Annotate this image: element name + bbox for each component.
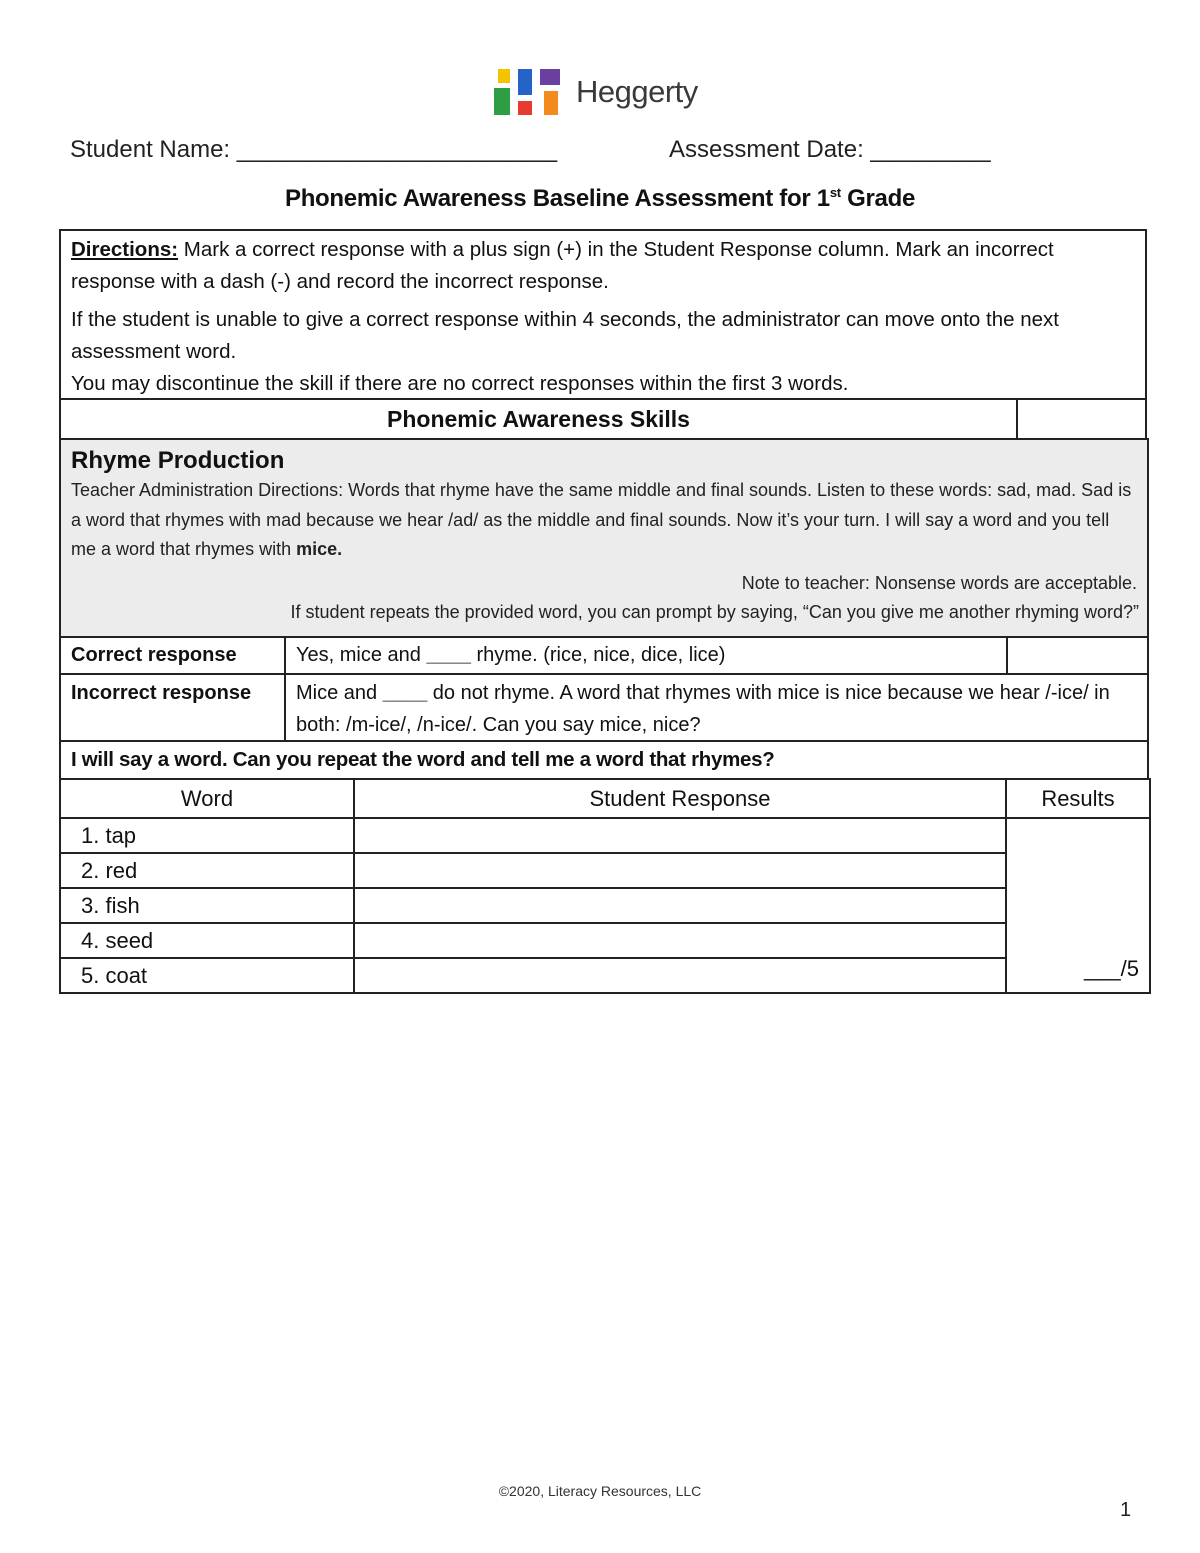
assessment-table [59,778,1151,994]
logo-blocks-icon [494,69,562,115]
skills-title: Phonemic Awareness Skills [61,400,1018,438]
directions-box [59,229,1147,400]
incorrect-response-label: Incorrect response [61,675,286,740]
table-header-row [60,779,1150,818]
directions-line-1: Mark a correct response with a plus sign (+) in the Student Response column. Mark an incorrect response with a dash (-) and record the incorrect response. [71,238,1054,293]
student-name-field: Student Name: ________________________ [70,136,558,163]
rhyme-directions [71,476,1137,565]
table-row [60,958,1150,993]
results-cell[interactable] [1006,818,1150,993]
correct-blank: ____ [426,644,471,666]
word-cell: 2. red [60,853,354,888]
correct-text-b: rhyme. (rice, nice, dice, lice) [470,644,726,666]
incorrect-text-a: Mice and [296,682,383,704]
student-response-cell[interactable] [354,923,1006,958]
incorrect-blank: ____ [382,682,428,704]
student-response-cell[interactable] [354,853,1006,888]
title-end: Grade [840,185,916,212]
student-response-cell[interactable] [354,888,1006,923]
rhyme-text: Teacher Administration Directions: Words that rhyme have the same middle and final sounds. Listen to these words: sad, mad. Sad is a word that rhymes with mad because we hear /ad/ as the middle and final sounds. Now it’s your turn. I will say a word and you tell me a word that rhymes with [71,480,1132,559]
page-number: 1 [1120,1499,1132,1521]
title-main: Phonemic Awareness Baseline Assessment for 1 [284,185,830,212]
directions-line-2: If the student is unable to give a correct response within 4 seconds, the administrator can move onto the next assessment word. [71,308,1059,363]
copyright-footer: ©2020, Literacy Resources, LLC [498,1483,702,1499]
directions-line-3: You may discontinue the skill if there are no correct responses within the first 3 words. [71,372,849,395]
correct-response-row [59,636,1149,675]
word-cell: 4. seed [60,923,354,958]
incorrect-response-row [59,673,1149,742]
teacher-note-2: If student repeats the provided word, you can prompt by saying, “Can you give me another rhyming word?” [290,601,1139,622]
directions-label: Directions: [71,238,179,261]
header-results: Results [1006,779,1150,818]
correct-response-label: Correct response [61,638,286,673]
header-student-response: Student Response [354,779,1006,818]
heggerty-logo [494,69,698,115]
rhyme-production-section [59,438,1149,638]
score-total: ___/5 [1083,956,1139,981]
teacher-note-1: Note to teacher: Nonsense words are acceptable. [741,572,1137,593]
table-row [60,923,1150,958]
table-row [60,818,1150,853]
header-word: Word [60,779,354,818]
prompt-row: I will say a word. Can you repeat the word and tell me a word that rhymes? [59,740,1149,780]
table-row [60,853,1150,888]
page-title [0,185,1200,213]
correct-text-a: Yes, mice and [296,644,427,666]
correct-response-text [286,638,1008,673]
table-row [60,888,1150,923]
rhyme-title: Rhyme Production [71,447,285,474]
incorrect-text-b: do not rhyme. A word that rhymes with mice is nice because we hear /-ice/ in both: /m-ice/, /n-ice/. Can you say mice, nice? [296,682,1110,736]
assessment-date-field: Assessment Date: _________ [669,136,991,163]
word-cell: 5. coat [60,958,354,993]
rhyme-target-word: mice. [296,539,343,559]
title-superscript: st [829,185,841,200]
logo-wordmark: Heggerty [576,74,698,109]
skills-header [59,398,1147,440]
student-response-cell[interactable] [354,818,1006,853]
incorrect-response-text [286,675,1147,740]
student-response-cell[interactable] [354,958,1006,993]
word-cell: 3. fish [60,888,354,923]
word-cell: 1. tap [60,818,354,853]
